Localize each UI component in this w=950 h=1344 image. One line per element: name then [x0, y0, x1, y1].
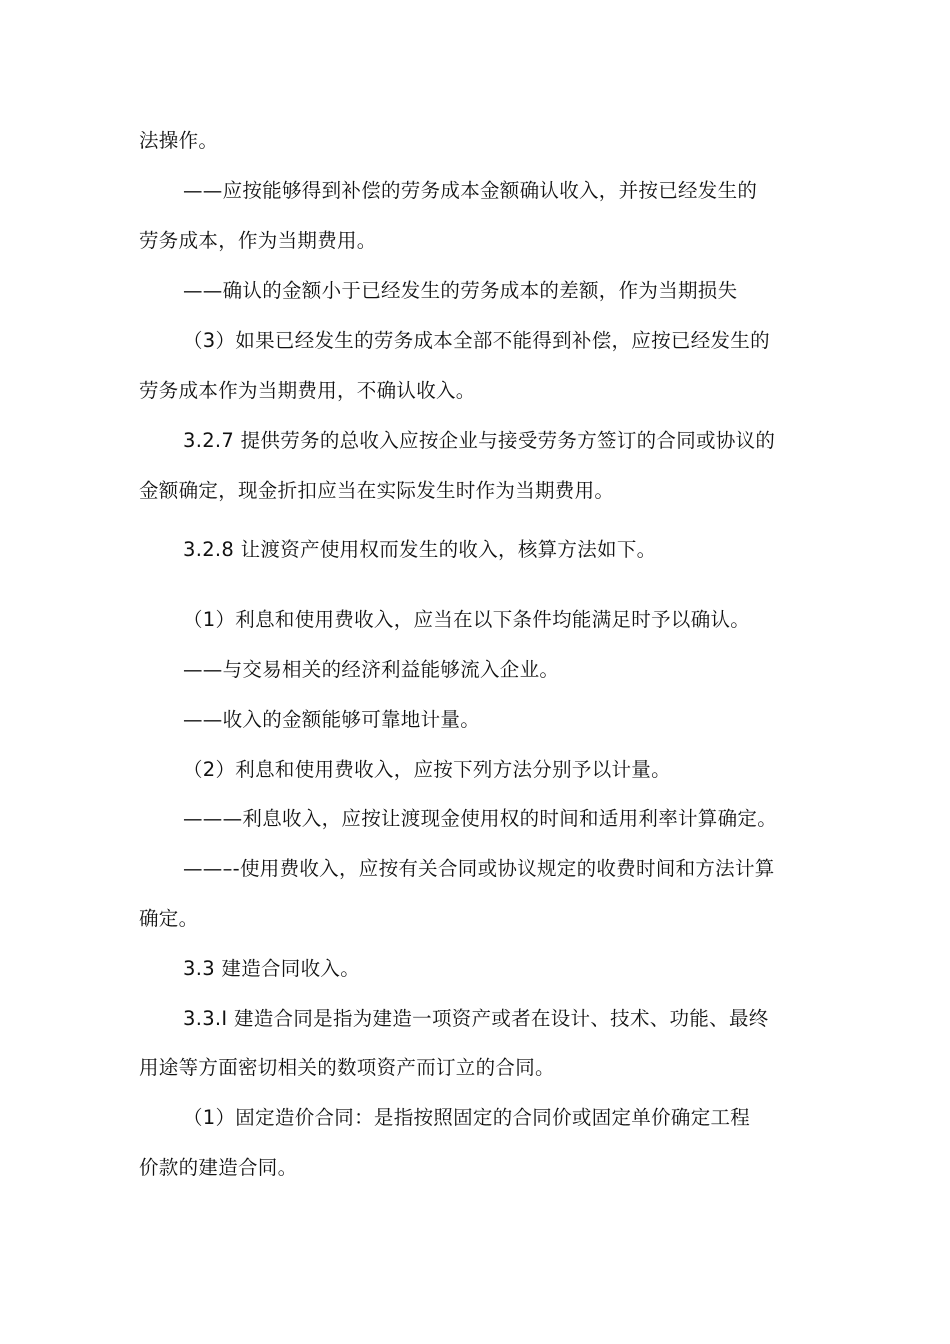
paragraph-line: 价款的建造合同。 [139, 1156, 298, 1179]
paragraph-line: 金额确定，现金折扣应当在实际发生时作为当期费用。 [139, 479, 615, 502]
section-heading-3-2-8: 3.2.8 让渡资产使用权而发生的收入，核算方法如下。 [183, 538, 657, 561]
paragraph-line: ———利息收入，应按让渡现金使用权的时间和适用利率计算确定。 [183, 807, 778, 830]
paragraph-line: ——与交易相关的经济利益能够流入企业。 [183, 658, 560, 681]
section-heading-3-3: 3.3 建造合同收入。 [183, 957, 361, 980]
paragraph-line: ——–-使用费收入，应按有关合同或协议规定的收费时间和方法计算 [183, 857, 775, 880]
paragraph-line: ——收入的金额能够可靠地计量。 [183, 708, 480, 731]
paragraph-line: 确定。 [139, 907, 199, 930]
paragraph-line: （1）利息和使用费收入，应当在以下条件均能满足时予以确认。 [183, 608, 751, 631]
paragraph-line: （1）固定造价合同：是指按照固定的合同价或固定单价确定工程 [183, 1106, 751, 1129]
paragraph-line: ——确认的金额小于已经发生的劳务成本的差额，作为当期损失 [183, 279, 738, 302]
paragraph-line: 劳务成本作为当期费用，不确认收入。 [139, 379, 476, 402]
paragraph-line: （2）利息和使用费收入，应按下列方法分别予以计量。 [183, 758, 671, 781]
paragraph-line: （3）如果已经发生的劳务成本全部不能得到补偿，应按已经发生的 [183, 329, 770, 352]
paragraph-line: 劳务成本，作为当期费用。 [139, 229, 377, 252]
section-heading-3-2-7: 3.2.7 提供劳务的总收入应按企业与接受劳务方签订的合同或协议的 [183, 429, 776, 452]
paragraph-line: ——应按能够得到补偿的劳务成本金额确认收入，并按已经发生的 [183, 179, 758, 202]
paragraph-line: 法操作。 [139, 129, 219, 152]
paragraph-line: 用途等方面密切相关的数项资产而订立的合同。 [139, 1056, 555, 1079]
section-heading-3-3-1: 3.3.I 建造合同是指为建造一项资产或者在设计、技术、功能、最终 [183, 1007, 769, 1030]
